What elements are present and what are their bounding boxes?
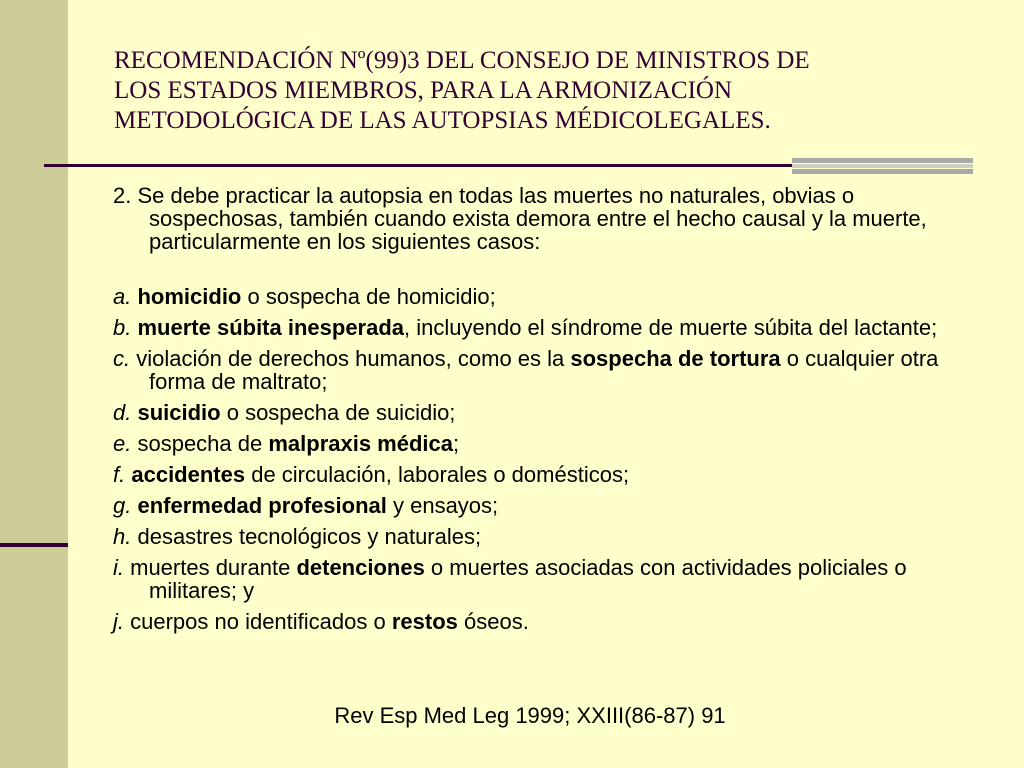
item-letter: c. bbox=[113, 346, 131, 371]
item-bold-text: enfermedad profesional bbox=[137, 493, 387, 518]
item-text: muertes durante bbox=[124, 555, 297, 580]
list-item bbox=[113, 556, 993, 602]
case-list bbox=[113, 285, 993, 633]
item-text: y ensayos; bbox=[386, 493, 499, 518]
item-letter: i. bbox=[113, 555, 124, 580]
item-text: óseos. bbox=[457, 609, 529, 634]
list-item bbox=[113, 610, 993, 633]
title-line: RECOMENDACIÓN Nº(99)3 DEL CONSEJO DE MINISTROS DE bbox=[114, 47, 810, 74]
item-bold-text: sospecha de tortura bbox=[570, 346, 781, 371]
list-item bbox=[113, 285, 993, 308]
item-text: sospecha de bbox=[131, 431, 269, 456]
list-item bbox=[113, 401, 993, 424]
item-letter: a. bbox=[113, 284, 132, 309]
sidebar-rule bbox=[0, 543, 68, 547]
item-bold-text: accidentes bbox=[131, 462, 246, 487]
title-line: METODOLÓGICA DE LAS AUTOPSIAS MÉDICOLEGALES. bbox=[114, 107, 771, 134]
item-letter: j. bbox=[113, 609, 124, 634]
intro-number: 2. bbox=[113, 183, 132, 208]
list-item bbox=[113, 347, 993, 393]
item-bold-text: detenciones bbox=[296, 555, 425, 580]
item-bold-text: homicidio bbox=[137, 284, 242, 309]
item-text: o sospecha de homicidio; bbox=[241, 284, 496, 309]
item-text: o sospecha de suicidio; bbox=[220, 400, 456, 425]
item-letter: f. bbox=[113, 462, 126, 487]
item-text: , incluyendo el síndrome de muerte súbita del lactante; bbox=[404, 315, 938, 340]
item-letter: g. bbox=[113, 493, 132, 518]
slide-body bbox=[113, 184, 993, 641]
item-text: ; bbox=[453, 431, 460, 456]
list-item bbox=[113, 494, 993, 517]
title-underline bbox=[44, 164, 792, 167]
list-item bbox=[113, 525, 993, 548]
item-text: desastres tecnológicos y naturales; bbox=[131, 524, 482, 549]
item-text: cuerpos no identificados o bbox=[124, 609, 392, 634]
item-bold-text: muerte súbita inesperada bbox=[137, 315, 405, 340]
item-letter: h. bbox=[113, 524, 132, 549]
item-text: o cualquier otra forma de maltrato; bbox=[149, 346, 939, 394]
item-letter: b. bbox=[113, 315, 132, 340]
item-bold-text: suicidio bbox=[137, 400, 221, 425]
title-accent-stripes bbox=[792, 158, 973, 176]
list-item bbox=[113, 432, 993, 455]
item-letter: e. bbox=[113, 431, 132, 456]
slide-title bbox=[114, 46, 974, 136]
item-text: de circulación, laborales o domésticos; bbox=[245, 462, 630, 487]
intro-paragraph bbox=[113, 184, 993, 253]
item-text: o muertes asociadas con actividades policiales o militares; y bbox=[149, 555, 907, 603]
item-letter: d. bbox=[113, 400, 132, 425]
citation: Rev Esp Med Leg 1999; XXIII(86-87) 91 bbox=[334, 703, 726, 728]
item-bold-text: malpraxis médica bbox=[268, 431, 454, 456]
item-text: violación de derechos humanos, como es la bbox=[130, 346, 571, 371]
item-bold-text: restos bbox=[391, 609, 458, 634]
sidebar-band bbox=[0, 0, 68, 768]
intro-text: Se debe practicar la autopsia en todas las muertes no naturales, obvias o sospechosas, también cuando exista demora entre el hecho causal y la muerte, particularmente en los siguientes casos: bbox=[137, 183, 927, 254]
title-line: LOS ESTADOS MIEMBROS, PARA LA ARMONIZACIÓN bbox=[114, 77, 733, 104]
list-item bbox=[113, 463, 993, 486]
list-item bbox=[113, 316, 993, 339]
